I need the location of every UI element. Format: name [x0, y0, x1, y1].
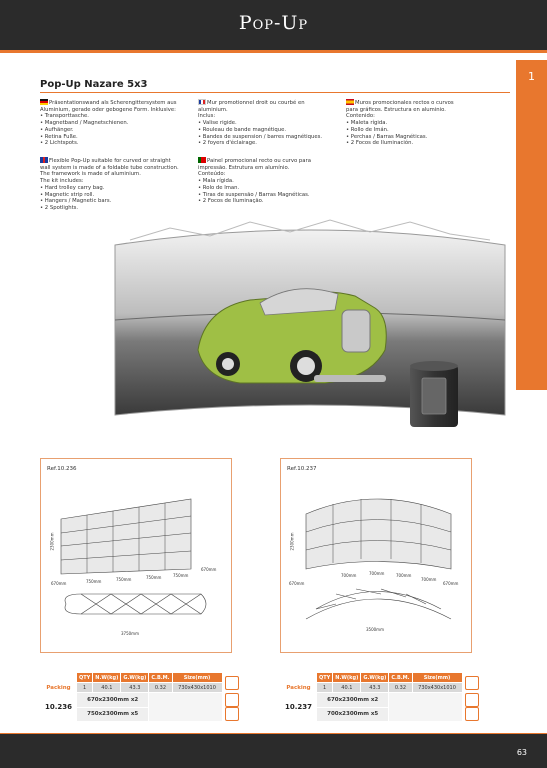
dim-label: 700mm [396, 573, 412, 578]
desc-line: Conteúdo: [198, 171, 226, 178]
french-flag-icon [198, 99, 206, 105]
table-cell: 40.1 [93, 683, 121, 693]
diagram-ref-10-236 [40, 458, 232, 653]
table-cell: 1 [317, 683, 333, 693]
page-number: 63 [516, 748, 527, 757]
section-number: 1 [528, 70, 535, 83]
total-length-label: 3750mm [121, 631, 139, 636]
desc-line: • Tiras de suspensão / Barras Magnéticas. [198, 191, 310, 198]
desc-line: wall system is made of a foldable tube construction. [40, 164, 179, 171]
desc-line: • Transporttasche. [40, 113, 89, 120]
desc-line: • Valise rigide. [198, 120, 237, 127]
diagram-ref-label: Ref.10.237 [287, 466, 317, 472]
header-accent-line [0, 50, 547, 53]
table-header: Size(mm) [172, 673, 222, 683]
desc-line: impressão. Estrutura em alumínio. [198, 164, 290, 171]
spanish-flag-icon [346, 99, 354, 105]
desc-line: • Rollo de Imán. [346, 126, 389, 133]
table-header: N.W(kg) [333, 673, 361, 683]
dim-label: 700mm [369, 571, 385, 576]
table-cell: 43.3 [361, 683, 389, 693]
desc-line: • Bandes de suspension / barres magnétiques. [198, 133, 323, 140]
uk-flag-icon [40, 157, 48, 163]
desc-line: • Aufhänger. [40, 126, 74, 133]
size-line: 750x2300mm x5 [77, 707, 149, 722]
product-ref: 10.236 [41, 693, 77, 722]
dim-label: 750mm [146, 575, 162, 580]
desc-line: • Magnetic strip roll. [40, 191, 95, 198]
description-fr [198, 99, 348, 147]
table-header: C.B.M. [149, 673, 172, 683]
german-flag-icon [40, 99, 48, 105]
table-cell: 0.32 [149, 683, 172, 693]
desc-line: aluminium. [198, 106, 228, 113]
product-photo [110, 200, 510, 440]
total-length-label: 3500mm [366, 627, 384, 632]
size-line: 700x2300mm x5 [317, 707, 389, 722]
height-label: 2300mm [49, 532, 55, 551]
desc-line: Contenido: [346, 113, 375, 120]
description-de [40, 99, 190, 147]
product-title: Pop-Up Nazare 5x3 [40, 79, 148, 90]
size-line: 670x2300mm x2 [77, 693, 149, 708]
desc-line: Mur promotionnel droit ou courbé en [207, 100, 305, 106]
table-cell: 730x430x1010 [412, 683, 462, 693]
desc-line: • Hangers / Magnetic bars. [40, 198, 112, 205]
table-header: N.W(kg) [93, 673, 121, 683]
dim-label: 750mm [173, 573, 189, 578]
desc-line: • 2 Focos de Iluminación. [346, 140, 414, 147]
bag-icon [465, 693, 479, 707]
desc-line: • Retina Fuße. [40, 133, 78, 140]
table-header: G.W(kg) [361, 673, 389, 683]
packing-label: Packing [41, 683, 77, 693]
desc-line: • Maleta rígida. [346, 120, 388, 127]
page-title: Pop-Up [238, 12, 309, 34]
diagram-ref-10-237 [280, 458, 472, 653]
table-header: Size(mm) [412, 673, 462, 683]
transport-case [410, 361, 458, 427]
desc-line: • 2 Spotlights. [40, 204, 79, 211]
light-icon [465, 707, 479, 721]
desc-line: • Rolo de Iman. [198, 184, 240, 191]
title-underline [40, 92, 510, 93]
table-header: QTY [317, 673, 333, 683]
dim-label: 750mm [116, 577, 132, 582]
spec-table-10-237 [280, 672, 482, 722]
desc-line: Muros promocionales rectos o curvos [355, 100, 454, 106]
portuguese-flag-icon [198, 157, 206, 163]
desc-line: • Hard trolley carry bag. [40, 184, 105, 191]
bag-icon [225, 693, 239, 707]
desc-line: • Magnetband / Magnetschienen. [40, 120, 129, 127]
desc-line: Inclus: [198, 113, 216, 120]
desc-line: Aluminium, gerade oder gebogene Form. Inklusive: [40, 106, 176, 113]
certificate-icon [225, 676, 239, 690]
desc-line: • 2 Focos de Iluminação. [198, 198, 264, 205]
height-label: 2300mm [289, 532, 295, 551]
section-tab [516, 60, 547, 390]
table-header: QTY [77, 673, 93, 683]
dim-label: 670mm [289, 581, 305, 586]
description-pt [198, 157, 348, 205]
table-header: C.B.M. [389, 673, 412, 683]
table-cell: 43.3 [121, 683, 149, 693]
certificate-icon [465, 676, 479, 690]
dim-label: 700mm [421, 577, 437, 582]
table-cell: 730x430x1010 [172, 683, 222, 693]
desc-line: Präsentationswand als Scherengittersystem aus [49, 100, 177, 106]
spec-table-10-236 [40, 672, 242, 722]
footer-bar [0, 734, 547, 768]
desc-line: The kit includes: [40, 178, 84, 185]
desc-line: para gráficos. Estructura en aluminio. [346, 106, 446, 113]
table-header: G.W(kg) [121, 673, 149, 683]
desc-line: • Mala rígida. [198, 178, 234, 185]
dim-label: 670mm [201, 567, 217, 572]
table-cell: 1 [77, 683, 93, 693]
desc-line: • 2 foyers d'éclairage. [198, 140, 257, 147]
light-icon [225, 707, 239, 721]
packing-label: Packing [281, 683, 317, 693]
dim-label: 700mm [341, 573, 357, 578]
description-es [346, 99, 496, 147]
dim-label: 670mm [443, 581, 459, 586]
desc-line: • Rouleau de bande magnétique. [198, 126, 287, 133]
desc-line: • 2 Lichtspots. [40, 140, 79, 147]
dim-label: 750mm [86, 579, 102, 584]
desc-line: Flexible Pop-Up suitable for curved or straight [49, 158, 171, 164]
desc-line: • Perchas / Barras Magnéticas. [346, 133, 428, 140]
size-line: 670x2300mm x2 [317, 693, 389, 708]
product-ref: 10.237 [281, 693, 317, 722]
table-cell: 0.32 [389, 683, 412, 693]
diagram-ref-label: Ref.10.236 [47, 466, 77, 472]
desc-line: The framework is made of aluminium. [40, 171, 141, 178]
table-cell: 40.1 [333, 683, 361, 693]
desc-line: Painel promocional recto ou curvo para [207, 158, 311, 164]
dim-label: 670mm [51, 581, 67, 586]
